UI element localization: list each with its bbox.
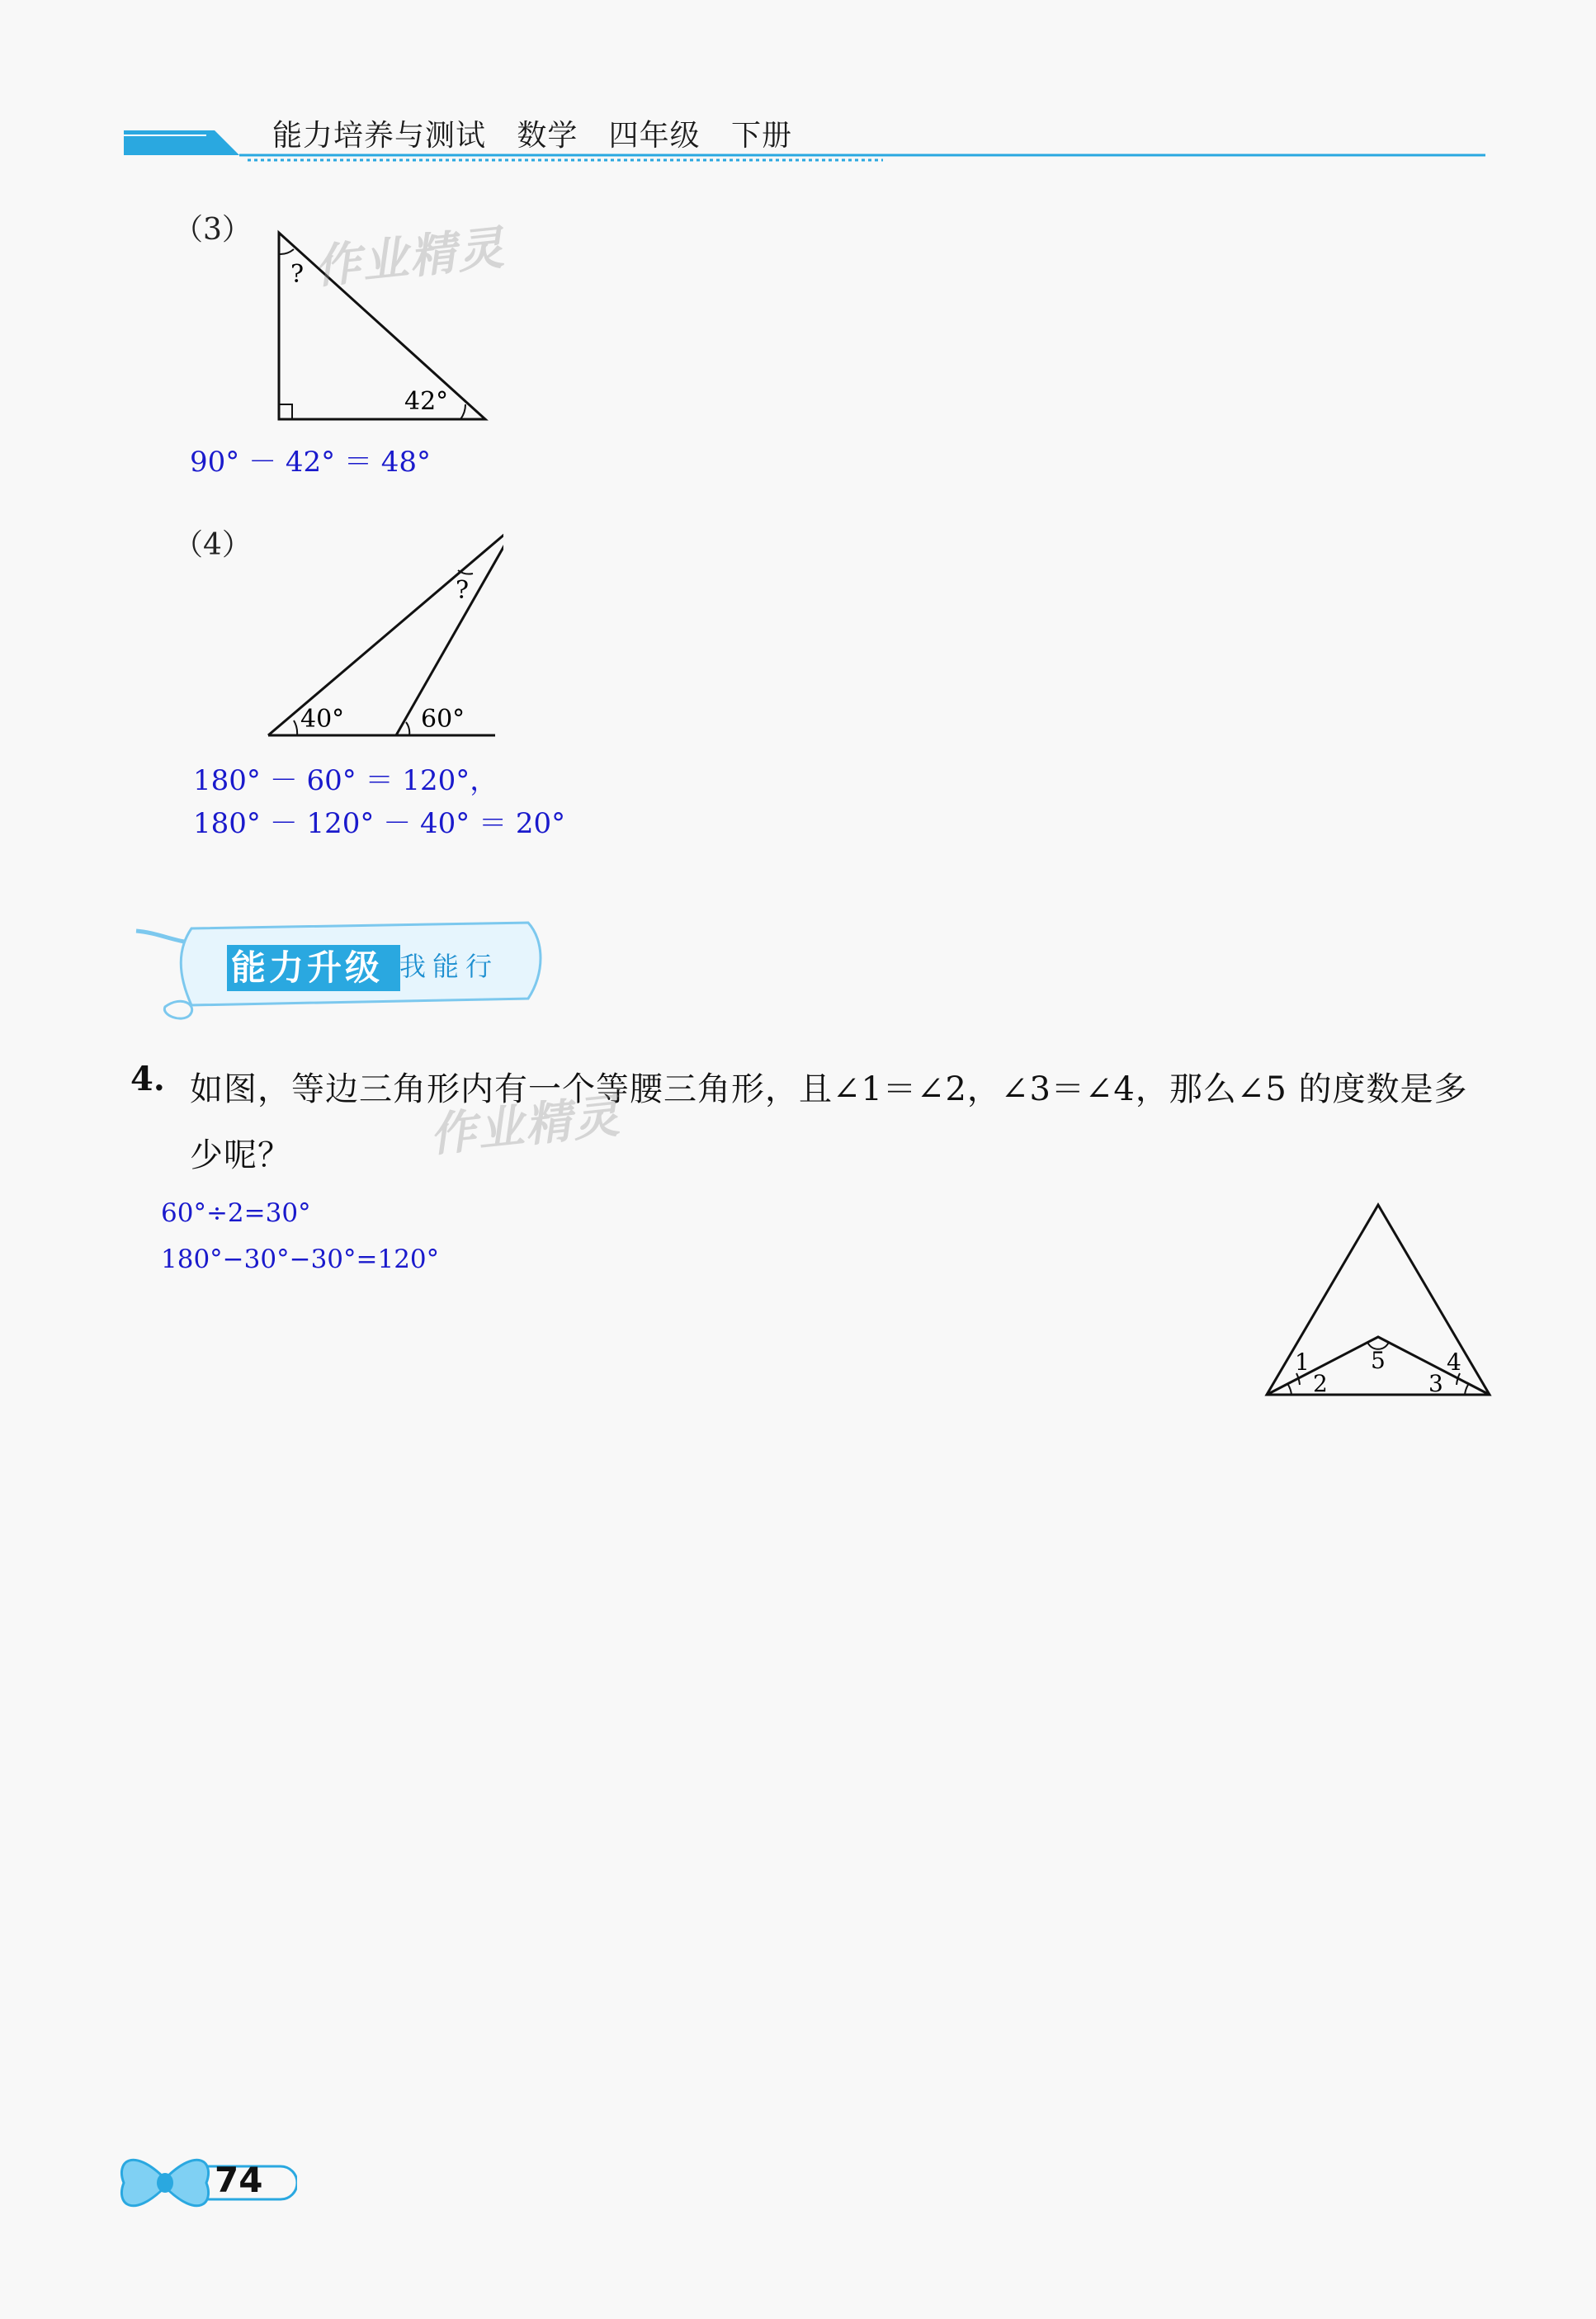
question-4-figure xyxy=(1258,1197,1494,1403)
page-number: 74 xyxy=(215,2160,263,2200)
page-number-bow xyxy=(116,2137,297,2228)
problem-4-figure xyxy=(264,516,503,743)
problem-3-label: （3） xyxy=(173,213,252,247)
angle-5-label: 5 xyxy=(1371,1347,1386,1374)
problem-4-angle-60: 60° xyxy=(421,705,465,734)
angle-2-label: 2 xyxy=(1313,1370,1328,1397)
problem-4-answer-line-1: 180° － 60° ＝ 120°， xyxy=(193,764,498,797)
angle-3-label: 3 xyxy=(1428,1370,1443,1397)
problem-3-answer: 90° － 42° ＝ 48° xyxy=(190,446,432,479)
watermark-middle: 作业精灵 xyxy=(427,1089,624,1163)
question-4-answer-line-1: 60°÷2=30° xyxy=(161,1198,311,1228)
angle-1-label: 1 xyxy=(1295,1348,1310,1376)
section-banner-title: 能力升级 xyxy=(231,947,384,988)
header-title: 能力培养与测试 数学 四年级 下册 xyxy=(272,119,792,153)
section-banner-subtitle: 我能行 xyxy=(399,951,499,982)
question-4-number: 4. xyxy=(130,1060,165,1098)
question-4-text: 如图，等边三角形内有一个等腰三角形，且∠1＝∠2，∠3＝∠4，那么∠5 的度数是多少呢？ xyxy=(190,1070,1468,1174)
watermark-top: 作业精灵 xyxy=(311,221,508,295)
problem-4-label: （4） xyxy=(173,528,252,562)
problem-4-angle-40: 40° xyxy=(300,705,345,734)
problem-4-unknown-angle: ? xyxy=(456,576,470,605)
problem-3-given-angle: 42° xyxy=(404,387,449,416)
question-4-answer-line-2: 180°−30°−30°=120° xyxy=(161,1245,440,1274)
problem-3-unknown-angle: ? xyxy=(290,260,305,289)
problem-4-answer-line-2: 180° － 120° － 40° ＝ 20° xyxy=(193,807,566,840)
angle-4-label: 4 xyxy=(1447,1348,1461,1376)
